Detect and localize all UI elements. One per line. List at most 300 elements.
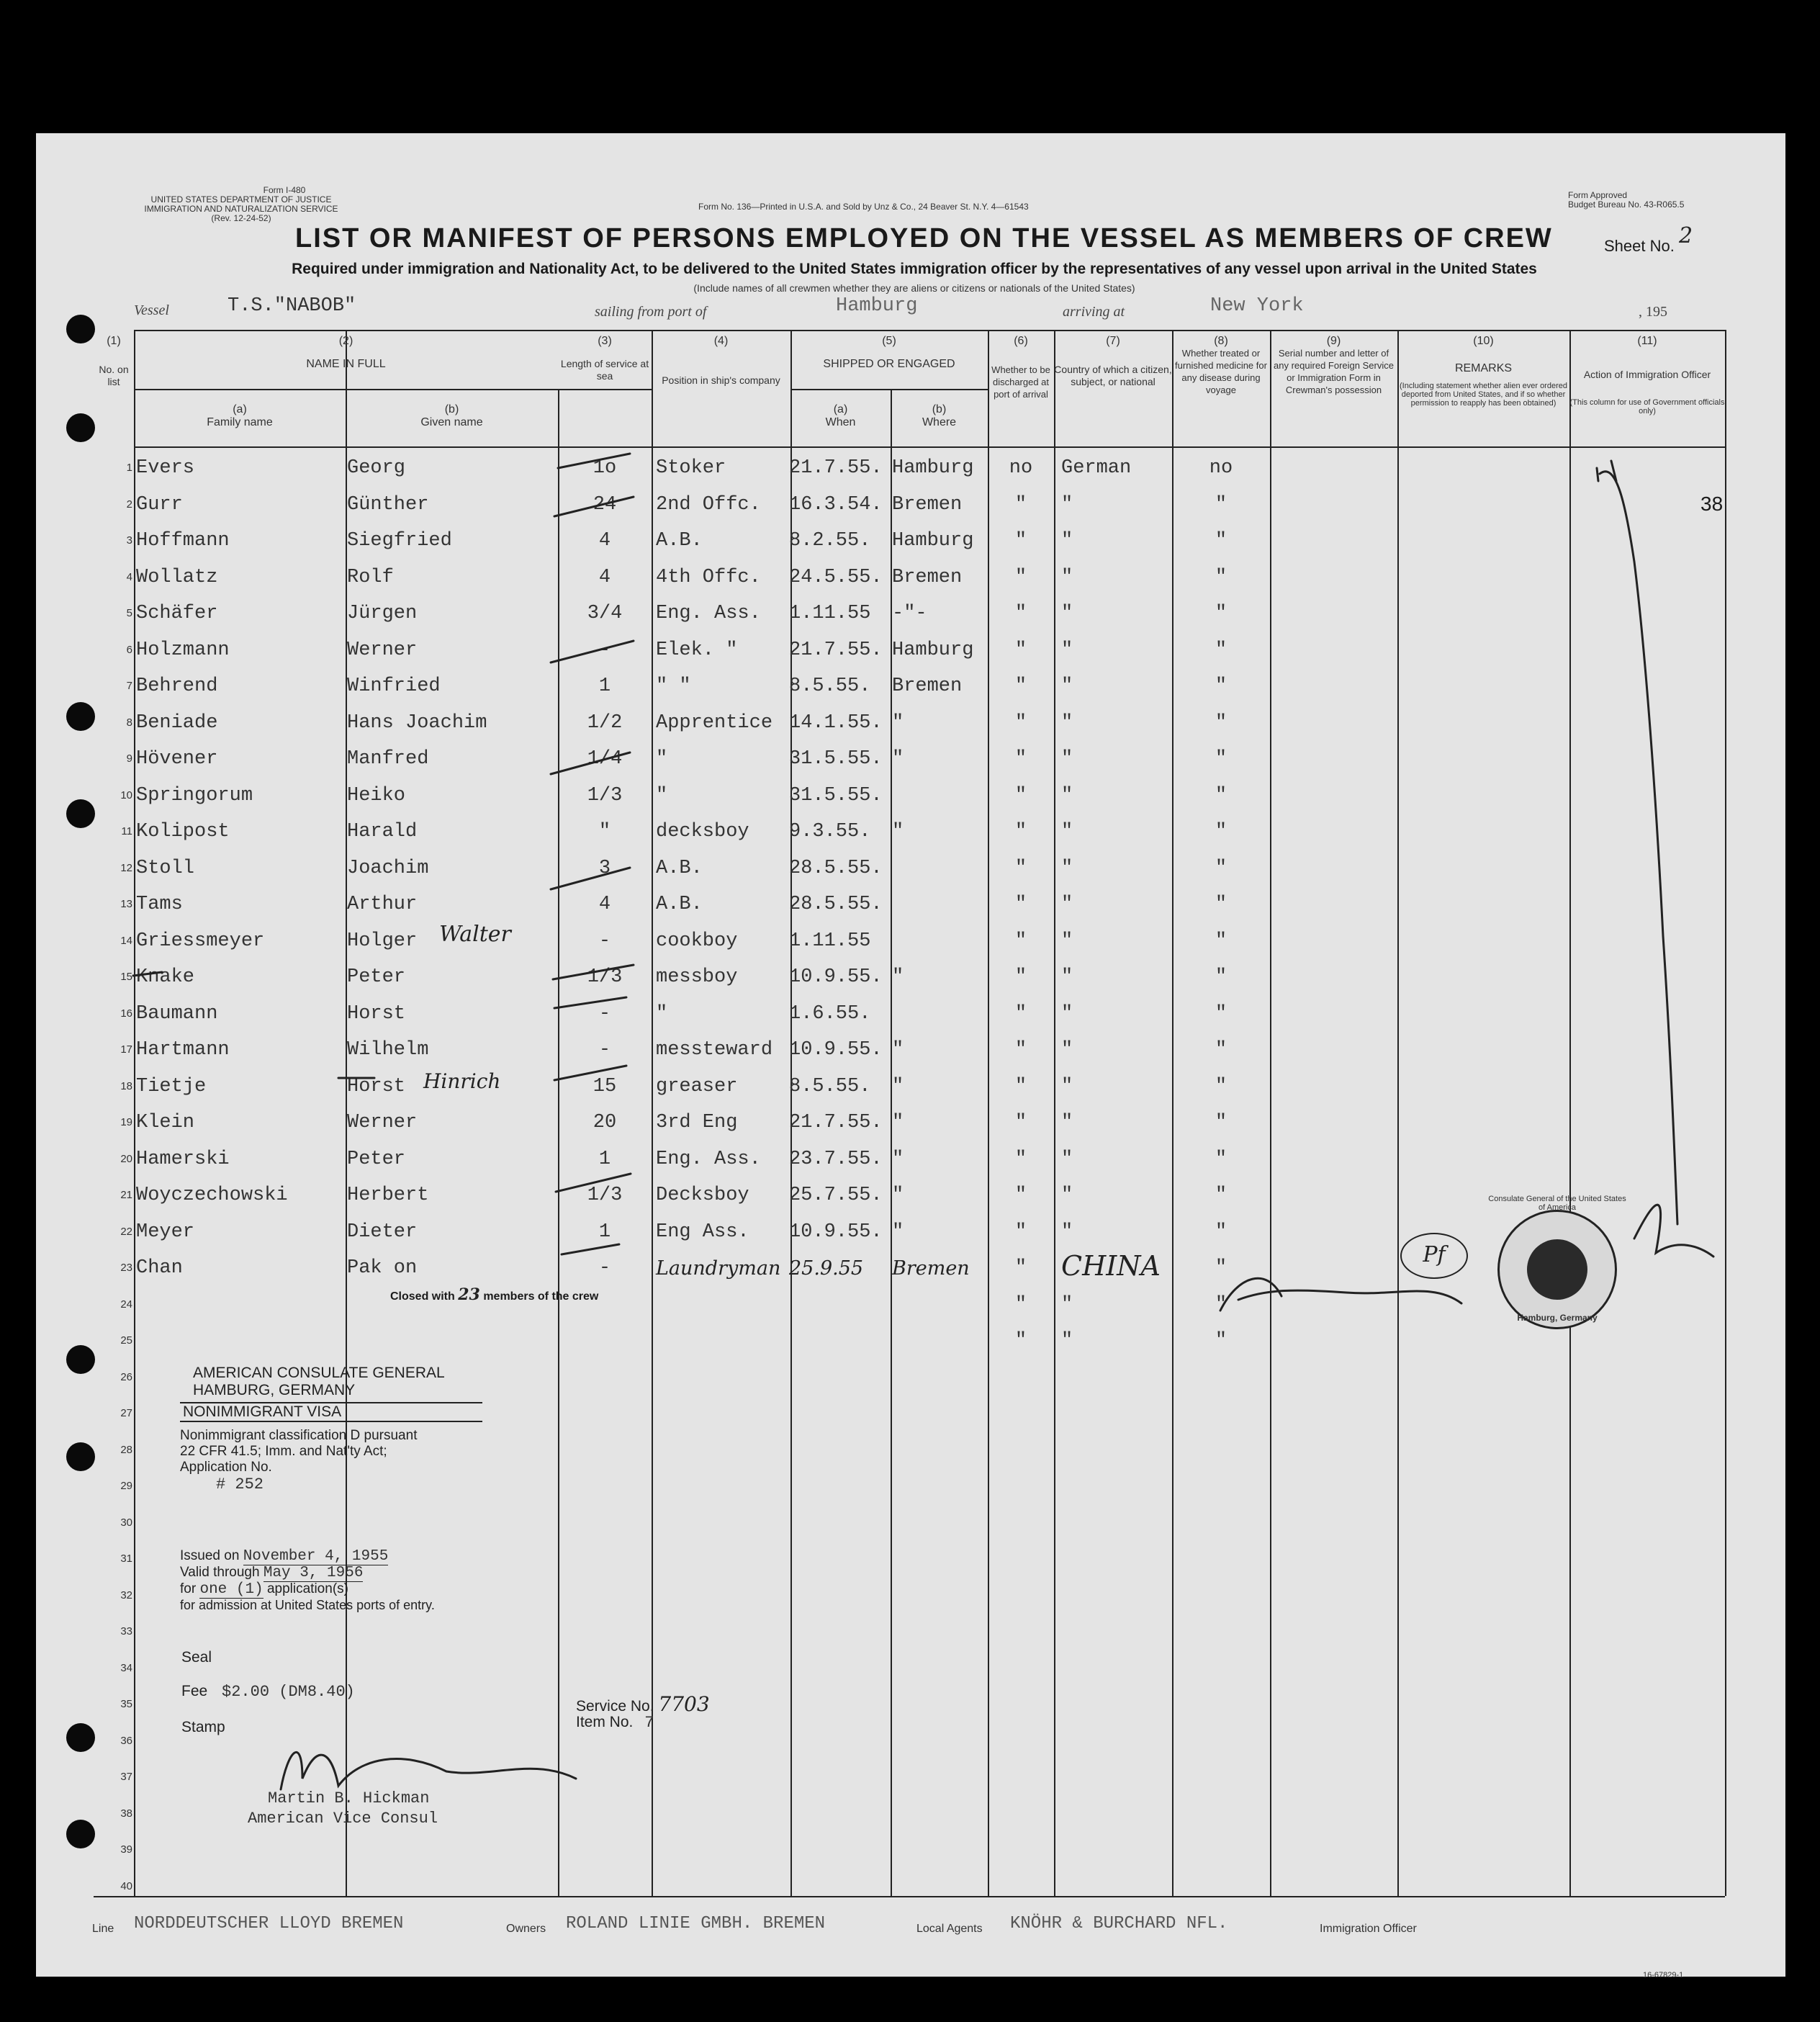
cell-position: decksboy	[656, 821, 749, 842]
cell-service: -	[598, 1002, 611, 1025]
cell-country: "	[1061, 894, 1073, 915]
cell-when: 28.5.55.	[789, 857, 883, 879]
cell-country: "	[1061, 966, 1073, 988]
cell-when: 28.5.55.	[789, 894, 883, 915]
cell-when: 25.9.55	[789, 1257, 864, 1280]
signer-title: American Vice Consul	[248, 1810, 438, 1828]
column-header-c11-sub: (This column for use of Government officials only)	[1569, 398, 1725, 415]
column-header-c2b-letter: (b)	[444, 403, 459, 415]
cell-discharged: "	[1014, 748, 1027, 770]
sailing-value: Hamburg	[836, 295, 918, 317]
visa-city: HAMBURG, GERMANY	[193, 1382, 356, 1398]
visa-stamp	[180, 1365, 482, 1493]
cell-given: Arthur	[347, 894, 418, 915]
row-number: 21	[120, 1189, 132, 1201]
column-header-c5a-letter: (a)	[833, 403, 848, 415]
column-header-c5a: When	[825, 416, 856, 428]
cell-service: 24	[593, 493, 617, 516]
column-header-c5b-letter: (b)	[932, 403, 947, 415]
cell-country: "	[1061, 603, 1073, 624]
cell-discharged: "	[1014, 930, 1027, 952]
cell-discharged: "	[1014, 1075, 1027, 1097]
cell-when: 21.7.55.	[789, 457, 883, 479]
column-header-c2-num: (2)	[338, 335, 353, 347]
cell-family: Hamerski	[136, 1148, 230, 1170]
cell-treated: "	[1215, 1330, 1227, 1352]
row-number: 2	[126, 498, 132, 511]
cell-service: 1/3	[587, 784, 623, 806]
cell-given: Georg	[347, 457, 406, 479]
cell-family: Beniade	[136, 711, 218, 734]
visa-classification: Nonimmigrant classification D pursuant	[180, 1428, 418, 1443]
seal-text-bottom: Hamburg, Germany	[1517, 1313, 1598, 1323]
cell-discharged: "	[1014, 566, 1027, 588]
cell-given: Rolf	[347, 566, 394, 588]
cell-country: "	[1061, 566, 1073, 588]
cell-service: 1/3	[587, 1185, 623, 1206]
row-number: 33	[120, 1625, 132, 1637]
cell-family: Hartmann	[136, 1039, 230, 1061]
column-header-c5-num: (5)	[882, 335, 896, 347]
cell-where: "	[892, 711, 904, 734]
row-number: 6	[126, 643, 132, 656]
column-header-c10-num: (10)	[1473, 335, 1494, 347]
cell-service: 1	[598, 675, 611, 697]
cell-service: "	[598, 821, 611, 842]
cell-treated: "	[1215, 675, 1227, 697]
row-number: 28	[120, 1443, 132, 1456]
cell-where: "	[892, 748, 904, 770]
cell-family: Klein	[136, 1112, 195, 1133]
cell-discharged: "	[1014, 1112, 1027, 1133]
cell-discharged: "	[1014, 1002, 1027, 1025]
cell-discharged: "	[1014, 1257, 1027, 1279]
column-header-c2: NAME IN FULL	[306, 358, 386, 370]
cell-service: 1	[598, 1221, 611, 1243]
cell-country: "	[1061, 530, 1073, 552]
row-number: 26	[120, 1370, 132, 1383]
column-header-c5b: Where	[922, 416, 957, 428]
cell-position: Eng Ass.	[656, 1221, 749, 1243]
cell-discharged: "	[1014, 894, 1027, 915]
cell-discharged: "	[1014, 1148, 1027, 1170]
cell-country: "	[1061, 821, 1073, 842]
column-header-c2b: Given name	[420, 416, 483, 428]
row-number: 15	[120, 971, 132, 983]
cell-country: "	[1061, 1293, 1073, 1316]
vessel-label: Vessel	[134, 302, 169, 318]
cell-position: 3rd Eng	[656, 1112, 738, 1133]
cell-treated: "	[1215, 1293, 1227, 1316]
cell-position: "	[656, 748, 668, 770]
column-header-c3-num: (3)	[598, 335, 612, 347]
cell-service: 20	[593, 1112, 617, 1133]
cell-country: "	[1061, 1112, 1073, 1133]
visa-regulation: 22 CFR 41.5; Imm. and Nat'ty Act;	[180, 1444, 387, 1459]
cell-country: "	[1061, 1221, 1073, 1243]
handwritten-hinrich: Hinrich	[423, 1069, 501, 1093]
cell-position: A.B.	[656, 530, 703, 552]
cell-where: "	[892, 1185, 904, 1206]
form-approval: Form Approved Budget Bureau No. 43-R065.5	[1568, 190, 1685, 210]
cell-when: 1.6.55.	[789, 1002, 871, 1025]
visa-consulate: AMERICAN CONSULATE GENERAL	[193, 1365, 445, 1381]
cell-given: Horst	[347, 1002, 406, 1025]
cell-country: "	[1061, 1002, 1073, 1025]
signer-name: Martin B. Hickman	[268, 1789, 430, 1807]
column-header-c2a-letter: (a)	[233, 403, 247, 415]
cell-where: "	[892, 821, 904, 842]
form-code: 16-67829-1	[1643, 1971, 1684, 1980]
cell-given: Wilhelm	[347, 1039, 429, 1061]
cell-discharged: "	[1014, 1185, 1027, 1206]
visa-stamp-label: Stamp	[181, 1719, 225, 1735]
cell-where: Bremen	[892, 566, 963, 588]
cell-position: Stoker	[656, 457, 726, 479]
row-number: 35	[120, 1698, 132, 1710]
cell-where: Hamburg	[892, 530, 974, 552]
cell-family: Hövener	[136, 748, 218, 770]
cell-discharged: "	[1014, 1039, 1027, 1061]
column-header-c11-num: (11)	[1637, 335, 1657, 347]
cell-treated: "	[1215, 1221, 1227, 1243]
column-header-c10: REMARKS	[1454, 362, 1513, 374]
column-header-c3: Length of service at sea	[560, 358, 649, 382]
cell-position: greaser	[656, 1075, 738, 1097]
cell-where: "	[892, 966, 904, 988]
cell-given: Werner	[347, 1112, 418, 1133]
cell-family: Tams	[136, 894, 183, 915]
cell-where: Hamburg	[892, 639, 974, 661]
visa-application-label: Application No.	[180, 1460, 272, 1475]
cell-position: A.B.	[656, 857, 703, 879]
cell-treated: "	[1215, 966, 1227, 988]
cell-position: Eng. Ass.	[656, 1148, 761, 1170]
footer-agents-value: KNÖHR & BURCHARD NFL.	[1010, 1914, 1228, 1933]
row-number: 23	[120, 1262, 132, 1274]
cell-where: -"-	[892, 603, 927, 624]
row-number: 24	[120, 1298, 132, 1311]
column-header-c11: Action of Immigration Officer	[1583, 369, 1711, 380]
cell-family: Behrend	[136, 675, 218, 697]
row-number: 22	[120, 1225, 132, 1238]
page-title: LIST OR MANIFEST OF PERSONS EMPLOYED ON THE VESSEL AS MEMBERS OF CREW	[295, 223, 1553, 253]
cell-treated: "	[1215, 821, 1227, 842]
page-number: 38	[1700, 493, 1724, 515]
cell-when: 1.11.55	[789, 603, 871, 624]
handwritten-walter: Walter	[439, 922, 511, 947]
sheet-number: Sheet No. 2	[1604, 223, 1693, 255]
cell-treated: "	[1215, 711, 1227, 734]
row-number: 20	[120, 1152, 132, 1165]
cell-when: 31.5.55.	[789, 784, 883, 806]
pf-initials: Pf	[1400, 1233, 1468, 1279]
row-number: 25	[120, 1334, 132, 1347]
row-number: 5	[126, 607, 132, 619]
row-number: 12	[120, 861, 132, 874]
cell-where: Hamburg	[892, 457, 974, 479]
cell-given: Hans Joachim	[347, 711, 487, 734]
cell-country: German	[1061, 457, 1132, 479]
visa-seal-label: Seal	[181, 1649, 212, 1666]
cell-where: Bremen	[892, 675, 963, 697]
cell-position: 4th Offc.	[656, 566, 761, 588]
seal-eagle-icon	[1527, 1239, 1587, 1300]
cell-country: CHINA	[1061, 1250, 1161, 1282]
cell-country: "	[1061, 711, 1073, 734]
cell-service: 1/2	[587, 711, 623, 734]
include-notice: (Include names of all crewmen whether they are aliens or citizens or nationals of the United States)	[693, 282, 1135, 294]
cell-treated: "	[1215, 530, 1227, 552]
cell-discharged: "	[1014, 1221, 1027, 1243]
cell-given: Joachim	[347, 857, 429, 879]
column-header-c9-num: (9)	[1326, 335, 1341, 347]
cell-when: 16.3.54.	[789, 493, 883, 516]
cell-where: "	[892, 1075, 904, 1097]
visa-application-number: # 252	[216, 1475, 264, 1493]
row-number: 7	[126, 680, 132, 692]
cell-treated: "	[1215, 1039, 1227, 1061]
cell-when: 24.5.55.	[789, 566, 883, 588]
cell-country: "	[1061, 1185, 1073, 1206]
row-number: 29	[120, 1480, 132, 1492]
column-header-c1-num: (1)	[107, 335, 121, 347]
cell-family: Stoll	[136, 857, 195, 879]
cell-treated: "	[1215, 639, 1227, 661]
cell-when: 14.1.55.	[789, 711, 883, 734]
cell-discharged: "	[1014, 1330, 1027, 1352]
cell-country: "	[1061, 748, 1073, 770]
cell-discharged: "	[1014, 493, 1027, 516]
cell-treated: "	[1215, 1257, 1227, 1279]
cell-discharged: "	[1014, 857, 1027, 879]
row-number: 4	[126, 570, 132, 583]
row-number: 9	[126, 752, 132, 765]
row-number: 1	[126, 462, 132, 474]
row-number: 39	[120, 1843, 132, 1856]
cell-where: "	[892, 1112, 904, 1133]
cell-when: 9.3.55.	[789, 821, 871, 842]
visa-type: NONIMMIGRANT VISA	[180, 1402, 482, 1422]
column-header-c10-sub: (Including statement whether alien ever ordered deported from United States, and if so whether permission to reapply has been obtained)	[1400, 382, 1567, 408]
cell-discharged: "	[1014, 530, 1027, 552]
row-number: 34	[120, 1661, 132, 1674]
cell-family: Schäfer	[136, 603, 218, 624]
arriving-value: New York	[1210, 295, 1304, 317]
row-number: 13	[120, 898, 132, 910]
cell-treated: "	[1215, 1112, 1227, 1133]
cell-family: Baumann	[136, 1002, 218, 1025]
cell-given: Siegfried	[347, 530, 452, 552]
cell-position: 2nd Offc.	[656, 493, 761, 516]
row-number: 27	[120, 1407, 132, 1419]
cell-position: Laundryman	[656, 1257, 781, 1280]
cell-family: Kolipost	[136, 821, 230, 842]
cell-where: "	[892, 1148, 904, 1170]
cell-position: "	[656, 784, 668, 806]
cell-family: Gurr	[136, 493, 183, 516]
cell-country: "	[1061, 857, 1073, 879]
cell-given: Horst	[347, 1075, 406, 1097]
form-authority: Form I-480 UNITED STATES DEPARTMENT OF JUSTICE IMMIGRATION AND NATURALIZATION SERVICE (Rev. 12-24-52)	[144, 185, 338, 223]
cell-treated: "	[1215, 603, 1227, 624]
row-number: 17	[120, 1043, 132, 1056]
cell-family: Woyczechowski	[136, 1185, 288, 1206]
cell-country: "	[1061, 784, 1073, 806]
cell-position: Eng. Ass.	[656, 603, 761, 624]
seal-text-top: Consulate General of the United States of America	[1488, 1195, 1626, 1212]
cell-position: A.B.	[656, 894, 703, 915]
cell-when: 10.9.55.	[789, 1221, 883, 1243]
row-number: 11	[121, 825, 132, 837]
cell-position: cookboy	[656, 930, 738, 952]
cell-position: Apprentice	[656, 711, 773, 734]
cell-where: Bremen	[892, 1257, 970, 1280]
cell-treated: "	[1215, 894, 1227, 915]
cell-treated: "	[1215, 1075, 1227, 1097]
cell-treated: "	[1215, 1185, 1227, 1206]
column-header-c4-num: (4)	[713, 335, 729, 347]
cell-treated: no	[1209, 457, 1233, 479]
cell-country: "	[1061, 1148, 1073, 1170]
cell-given: Harald	[347, 821, 418, 842]
cell-family: Meyer	[136, 1221, 195, 1243]
cell-service: -	[598, 930, 611, 952]
cell-service: 3	[598, 857, 611, 879]
row-number: 3	[126, 534, 132, 547]
cell-service: 3/4	[587, 603, 623, 624]
cell-discharged: no	[1009, 457, 1033, 479]
column-header-c7-num: (7)	[1106, 335, 1120, 347]
cell-service: 1/3	[587, 966, 623, 988]
column-header-c7: Country of which a citizen, subject, or national	[1054, 364, 1172, 387]
row-number: 10	[120, 788, 132, 801]
cell-position: Decksboy	[656, 1185, 749, 1206]
cell-when: 23.7.55.	[789, 1148, 883, 1170]
cell-given: Günther	[347, 493, 429, 516]
row-number: 38	[120, 1807, 132, 1820]
cell-family: Hoffmann	[136, 530, 230, 552]
column-header-c5: SHIPPED OR ENGAGED	[823, 358, 955, 370]
cell-service: -	[598, 1039, 611, 1061]
cell-when: 10.9.55.	[789, 1039, 883, 1061]
cell-service: 1o	[593, 457, 617, 479]
cell-family: Wollatz	[136, 566, 218, 588]
cell-country: "	[1061, 1039, 1073, 1061]
cell-family: Chan	[136, 1257, 183, 1279]
row-number: 36	[120, 1734, 132, 1747]
cell-discharged: "	[1014, 639, 1027, 661]
cell-treated: "	[1215, 857, 1227, 879]
column-header-c8: Whether treated or furnished medicine for any disease during voyage	[1175, 348, 1267, 395]
column-header-c6-num: (6)	[1014, 335, 1028, 347]
service-number: Service No. 7703	[576, 1692, 710, 1716]
cell-position: messteward	[656, 1039, 773, 1061]
cell-when: 21.7.55.	[789, 1112, 883, 1133]
cell-country: "	[1061, 1075, 1073, 1097]
cell-country: "	[1061, 493, 1073, 516]
closed-note: Closed with 23 members of the crew	[390, 1285, 599, 1304]
cell-where: "	[892, 1221, 904, 1243]
cell-treated: "	[1215, 748, 1227, 770]
footer-owners-value: ROLAND LINIE GMBH. BREMEN	[566, 1914, 826, 1933]
consulate-seal	[1488, 1195, 1626, 1329]
cell-given: Pak on	[347, 1257, 418, 1279]
cell-discharged: "	[1014, 784, 1027, 806]
cell-service: 1/4	[587, 748, 623, 770]
footer: Line NORDDEUTSCHER LLOYD BREMEN Owners ROLAND LINIE GMBH. BREMEN Local Agents KNÖHR & BURCHARD NFL. Immigration Officer	[92, 1914, 1417, 1935]
required-notice: Required under immigration and Nationality Act, to be delivered to the United States immigration officer by the representatives of any vessel upon arrival in the United States	[292, 261, 1537, 277]
row-number: 8	[126, 716, 132, 729]
visa-fee: Fee $2.00 (DM8.40)	[181, 1683, 355, 1701]
cell-where: Bremen	[892, 493, 963, 516]
cell-given: Holger	[347, 930, 418, 952]
cell-discharged: "	[1014, 603, 1027, 624]
column-header-c4: Position in ship's company	[662, 374, 780, 386]
year-label: , 195	[1639, 304, 1667, 320]
cell-family: Evers	[136, 457, 195, 479]
cell-treated: "	[1215, 493, 1227, 516]
column-header-c6: Whether to be discharged at port of arrival	[991, 364, 1050, 400]
row-number: 30	[120, 1516, 132, 1529]
cell-position: Elek. "	[656, 639, 738, 661]
cell-when: 1.11.55	[789, 930, 871, 952]
cell-where: "	[892, 1039, 904, 1061]
cell-discharged: "	[1014, 966, 1027, 988]
cell-when: 10.9.55.	[789, 966, 883, 988]
cell-given: Herbert	[347, 1185, 429, 1206]
cell-country: "	[1061, 1330, 1073, 1352]
cell-given: Peter	[347, 966, 406, 988]
row-number: 14	[120, 934, 132, 947]
cell-service: 4	[598, 566, 611, 588]
cell-country: "	[1061, 639, 1073, 661]
cell-service: 4	[598, 530, 611, 552]
cell-given: Werner	[347, 639, 418, 661]
cell-when: 21.7.55.	[789, 639, 883, 661]
cell-family: Knake	[136, 966, 195, 988]
cell-given: Heiko	[347, 784, 406, 806]
row-number: 37	[120, 1771, 132, 1783]
row-number: 40	[120, 1879, 132, 1892]
cell-given: Jürgen	[347, 603, 418, 624]
cell-treated: "	[1215, 1002, 1227, 1025]
sailing-label: sailing from port of	[595, 304, 707, 320]
cell-when: 8.2.55.	[789, 530, 871, 552]
cell-given: Peter	[347, 1148, 406, 1170]
cell-discharged: "	[1014, 1293, 1027, 1316]
cell-service: -	[598, 639, 611, 661]
vessel-value: T.S."NABOB"	[227, 295, 356, 317]
cell-treated: "	[1215, 566, 1227, 588]
cell-discharged: "	[1014, 711, 1027, 734]
form-printer-note: Form No. 136—Printed in U.S.A. and Sold by Unz & Co., 24 Beaver St. N.Y. 4—61543	[698, 202, 1029, 212]
cell-when: 31.5.55.	[789, 748, 883, 770]
arriving-label: arriving at	[1063, 304, 1125, 320]
footer-line-value: NORDDEUTSCHER LLOYD BREMEN	[134, 1914, 404, 1933]
cell-family: Tietje	[136, 1075, 207, 1097]
cell-when: 25.7.55.	[789, 1185, 883, 1206]
cell-treated: "	[1215, 784, 1227, 806]
cell-country: "	[1061, 930, 1073, 952]
row-number: 16	[120, 1007, 132, 1020]
cell-when: 8.5.55.	[789, 675, 871, 697]
cell-discharged: "	[1014, 675, 1027, 697]
item-number: Item No. 7	[576, 1714, 654, 1732]
row-number: 32	[120, 1589, 132, 1601]
cell-position: " "	[656, 675, 691, 697]
cell-position: "	[656, 1002, 668, 1025]
